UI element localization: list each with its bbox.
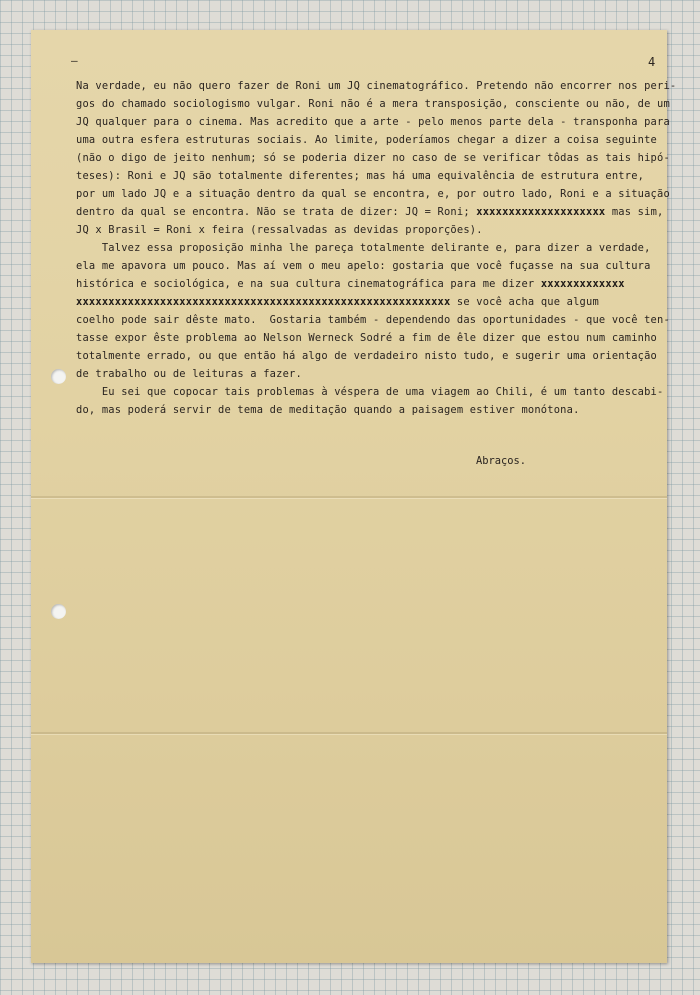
text-line bbox=[76, 149, 670, 167]
text-line bbox=[76, 329, 656, 347]
text-line bbox=[76, 95, 670, 113]
text-line bbox=[76, 167, 656, 185]
line-text: uma outra esfera estruturas sociais. Ao limite, poderíamos chegar a dizer a coisa seguinte bbox=[76, 134, 658, 146]
punch-hole bbox=[51, 369, 66, 384]
line-text: totalmente errado, ou que então há algo de verdadeiro nisto tudo, e sugerir uma orientação bbox=[76, 350, 658, 362]
struck-out-text: xxxxxxxxxxxxxxxxxxxx bbox=[476, 206, 606, 218]
text-line bbox=[76, 365, 656, 383]
paper-fold-line bbox=[31, 496, 667, 498]
line-text: mas sim, bbox=[605, 206, 664, 218]
text-line bbox=[76, 185, 670, 203]
line-text: coelho pode sair dêste mato. Gostaria também - dependendo das oportunidades - que você ten- bbox=[76, 314, 670, 326]
paper-fold-line bbox=[31, 732, 667, 734]
text-line bbox=[76, 311, 670, 329]
text-line bbox=[76, 383, 664, 401]
line-text: de trabalho ou de leituras a fazer. bbox=[76, 368, 302, 380]
letter-body bbox=[76, 77, 677, 419]
line-text: JQ qualquer para o cinema. Mas acredito que a arte - pelo menos parte dela - transponha para bbox=[76, 116, 670, 128]
signoff: Abraços. bbox=[476, 455, 527, 467]
line-text: JQ x Brasil = Roni x feira (ressalvadas as devidas proporções). bbox=[76, 224, 483, 236]
text-line bbox=[76, 239, 656, 257]
line-text: do, mas poderá servir de tema de meditação quando a paisagem estiver monótona. bbox=[76, 404, 580, 416]
text-line bbox=[76, 293, 656, 311]
text-line bbox=[76, 275, 656, 293]
text-line bbox=[76, 257, 656, 275]
corner-mark: — bbox=[71, 54, 78, 67]
line-text: gos do chamado sociologismo vulgar. Roni não é a mera transposição, consciente ou não, de um bbox=[76, 98, 670, 110]
struck-out-text: xxxxxxxxxxxxxxxxxxxxxxxxxxxxxxxxxxxxxxxxxxxxxxxxxxxxxxxxxx bbox=[76, 296, 451, 308]
text-line bbox=[76, 113, 670, 131]
line-text: tasse expor êste problema ao Nelson Werneck Sodré a fim de êle dizer que estou num caminho bbox=[76, 332, 658, 344]
line-text: ela me apavora um pouco. Mas aí vem o meu apelo: gostaria que você fuçasse na sua cultura bbox=[76, 260, 651, 272]
line-text: Eu sei que copocar tais problemas à véspera de uma viagem ao Chili, é um tanto descabi- bbox=[76, 386, 664, 398]
line-text: dentro da qual se encontra. Não se trata de dizer: JQ = Roni; bbox=[76, 206, 477, 218]
text-line bbox=[76, 401, 656, 419]
text-line bbox=[76, 203, 664, 221]
text-line bbox=[76, 131, 656, 149]
line-text: se você acha que algum bbox=[450, 296, 599, 308]
letter-page bbox=[31, 30, 677, 963]
text-line bbox=[76, 221, 656, 239]
page-number: 4 bbox=[648, 55, 656, 69]
line-text: Talvez essa proposição minha lhe pareça totalmente delirante e, para dizer a verdade, bbox=[76, 242, 651, 254]
text-line bbox=[76, 347, 656, 365]
line-text: teses): Roni e JQ são totalmente diferentes; mas há uma equivalência de estrutura entre, bbox=[76, 170, 645, 182]
punch-hole bbox=[51, 604, 66, 619]
line-text: por um lado JQ e a situação dentro da qual se encontra, e, por outro lado, Roni e a situação bbox=[76, 188, 670, 200]
line-text: histórica e sociológica, e na sua cultura cinematográfica para me dizer bbox=[76, 278, 541, 290]
struck-out-text: xxxxxxxxxxxxx bbox=[540, 278, 625, 290]
text-line bbox=[76, 77, 677, 95]
line-text: Na verdade, eu não quero fazer de Roni um JQ cinematográfico. Pretendo não encorrer nos peri- bbox=[76, 80, 677, 92]
line-text: (não o digo de jeito nenhum; só se poderia dizer no caso de se verificar tôdas as tais hipó- bbox=[76, 152, 670, 164]
